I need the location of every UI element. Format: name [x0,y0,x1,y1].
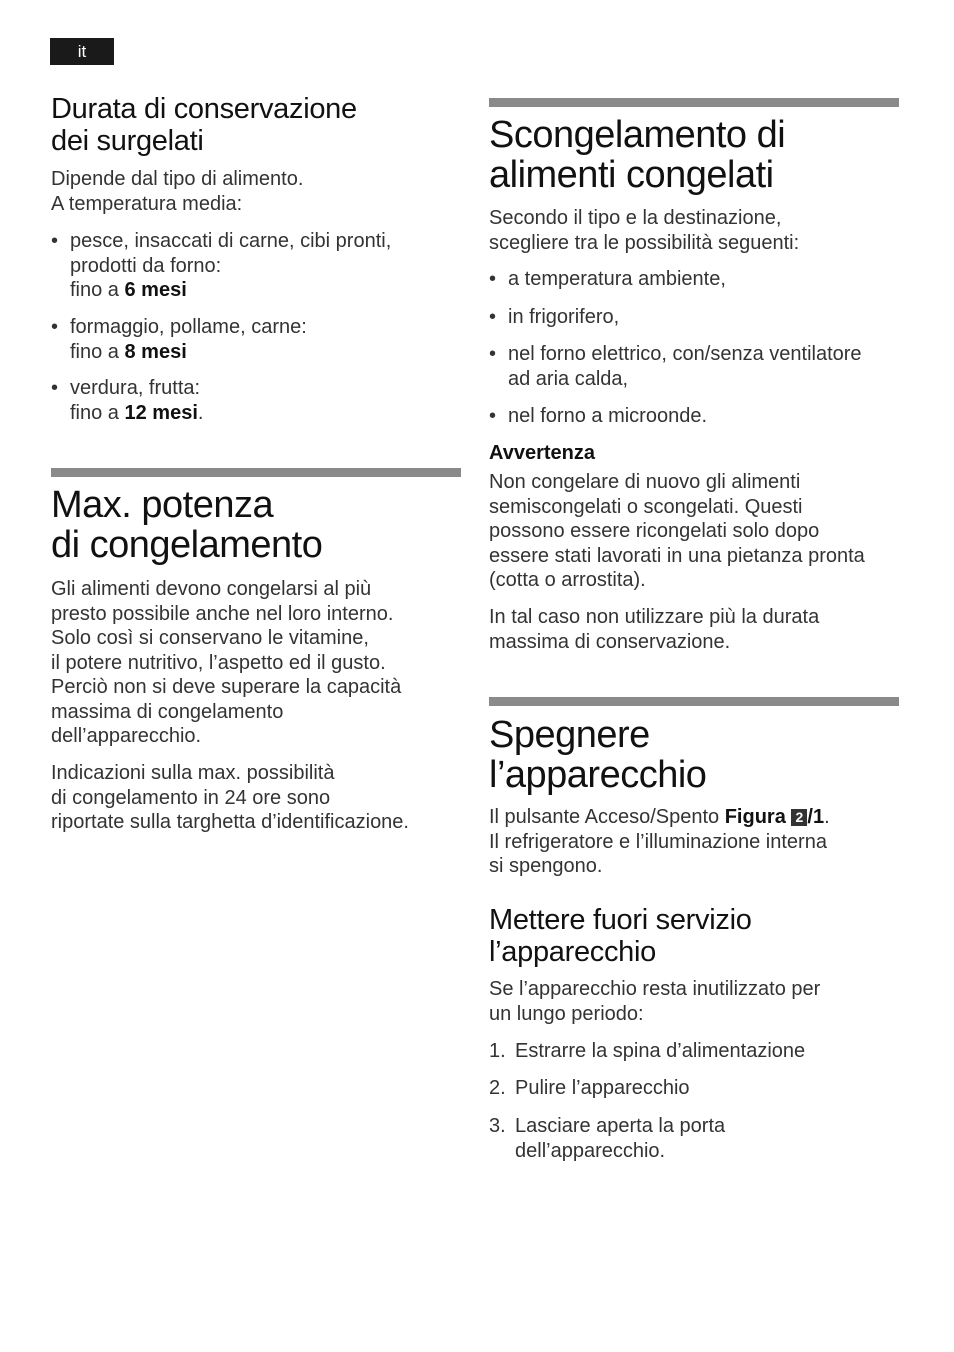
title-line-1: Scongelamento di [489,114,786,156]
step-text: Pulire l’apparecchio [515,1077,690,1099]
list-item [489,404,899,429]
text-line: massima di conservazione. [489,630,731,653]
warning-paragraph [489,470,899,593]
item-text: a temperatura ambiente, [508,268,726,290]
title-line-2: alimenti congelati [489,154,774,196]
paragraph [51,761,461,835]
title-line-2: l’apparecchio [489,754,707,796]
text-line: essere stati lavorati in una pietanza pronta [489,544,865,567]
step-text: dell’apparecchio. [515,1139,666,1162]
text-line: semiscongelati o scongelati. Questi [489,495,803,518]
item-text: in frigorifero, [508,306,620,328]
text-line: Solo così si conservano le vitamine, [51,627,369,649]
language-tab: it [50,38,114,65]
bullet-icon: • [489,268,497,290]
title-line-1: Mettere fuori servizio [489,904,752,936]
item-text: nel forno elettrico, con/senza ventilatore [508,343,862,365]
intro-line-2: A temperatura media: [51,192,243,215]
list-item [51,315,461,364]
bullet-icon: • [51,316,59,338]
section-max-freezing [51,485,461,565]
section-title [489,715,899,795]
intro-line-1: Dipende dal tipo di alimento. [51,168,304,190]
text-line: riportate sulla targhetta d’identificazione. [51,811,409,833]
intro-line-1: Se l’apparecchio resta inutilizzato per [489,978,821,1000]
item-text: nel forno a microonde. [508,405,708,427]
figure-ref: Figura [724,806,792,828]
step-number: 1. [489,1040,506,1062]
item-prefix: fino a [70,279,125,301]
intro-line-2: un lungo periodo: [489,1002,644,1025]
item-line: verdura, frutta: [70,377,201,399]
bullet-icon: • [489,343,497,365]
text-line: il potere nutritivo, l’aspetto ed il gusto. [51,651,386,674]
text-segment: . [824,806,830,828]
section-decommission [489,904,899,968]
paragraph [489,805,899,879]
text-line: possono essere ricongelati solo dopo [489,520,820,542]
section-title [51,93,461,157]
intro-line-1: Secondo il tipo e la destinazione, [489,207,782,229]
intro-line-2: scegliere tra le possibilità seguenti: [489,231,800,254]
item-line: pesce, insaccati di carne, cibi pronti, [70,230,392,252]
paragraph [489,605,899,654]
title-line-2: l’apparecchio [489,936,656,968]
bullet-icon: • [489,405,497,427]
text-line: Gli alimenti devono congelarsi al più [51,578,372,600]
figure-number-badge: 2 [791,809,807,826]
title-line-2: di congelamento [51,524,323,566]
section-title [489,115,899,195]
step-item [489,1114,899,1163]
section-defrosting [489,115,899,195]
item-prefix: fino a [70,401,125,424]
text-line: di congelamento in 24 ore sono [51,786,331,809]
section-storage-duration [51,93,461,157]
list-item [489,342,899,391]
item-duration: 8 mesi [124,340,187,363]
warning-title: Avvertenza [489,442,595,464]
section-divider [51,468,461,477]
text-line: massima di congelamento [51,700,284,723]
step-number: 2. [489,1077,506,1099]
title-line-1: Durata di conservazione [51,93,357,125]
item-line: formaggio, pollame, carne: [70,316,307,338]
title-line-1: Spegnere [489,714,650,756]
section-title [51,485,461,565]
step-number: 3. [489,1115,506,1137]
bullet-icon: • [489,306,497,328]
text-line: si spengono. [489,855,603,877]
intro-paragraph [489,206,899,255]
step-text: Lasciare aperta la porta [515,1115,726,1137]
text-line: In tal caso non utilizzare più la durata [489,606,820,628]
text-line: Indicazioni sulla max. possibilità [51,762,335,784]
title-line-2: dei surgelati [51,125,204,157]
item-suffix: . [197,401,204,424]
section-switch-off [489,715,899,795]
text-line: Il refrigeratore e l’illuminazione interna [489,830,827,853]
intro-paragraph [489,977,899,1026]
text-segment: Il pulsante Acceso/Spento [489,806,725,828]
section-divider [489,697,899,706]
step-item [489,1076,899,1101]
warning-label [489,441,899,465]
item-prefix: fino a [70,340,125,363]
intro-paragraph [51,167,461,216]
bullet-icon: • [51,230,59,252]
section-title [489,904,899,968]
list-item [51,376,461,425]
item-line: prodotti da forno: [70,254,222,277]
text-line: Non congelare di nuovo gli alimenti [489,471,801,493]
text-line: presto possibile anche nel loro interno. [51,602,394,625]
text-line: Perciò non si deve superare la capacità [51,676,402,698]
figure-item-ref: /1 [807,806,825,828]
bullet-icon: • [51,377,59,399]
section-divider [489,98,899,107]
text-line: dell’apparecchio. [51,725,202,747]
step-item [489,1039,899,1064]
item-text: ad aria calda, [508,367,629,390]
title-line-1: Max. potenza [51,484,274,526]
list-item [489,305,899,330]
item-duration: 12 mesi [124,401,198,424]
paragraph [51,577,461,749]
list-item [489,267,899,292]
list-item [51,229,461,303]
text-line: (cotta o arrostita). [489,569,646,591]
step-text: Estrarre la spina d’alimentazione [515,1040,806,1062]
item-duration: 6 mesi [124,279,187,301]
